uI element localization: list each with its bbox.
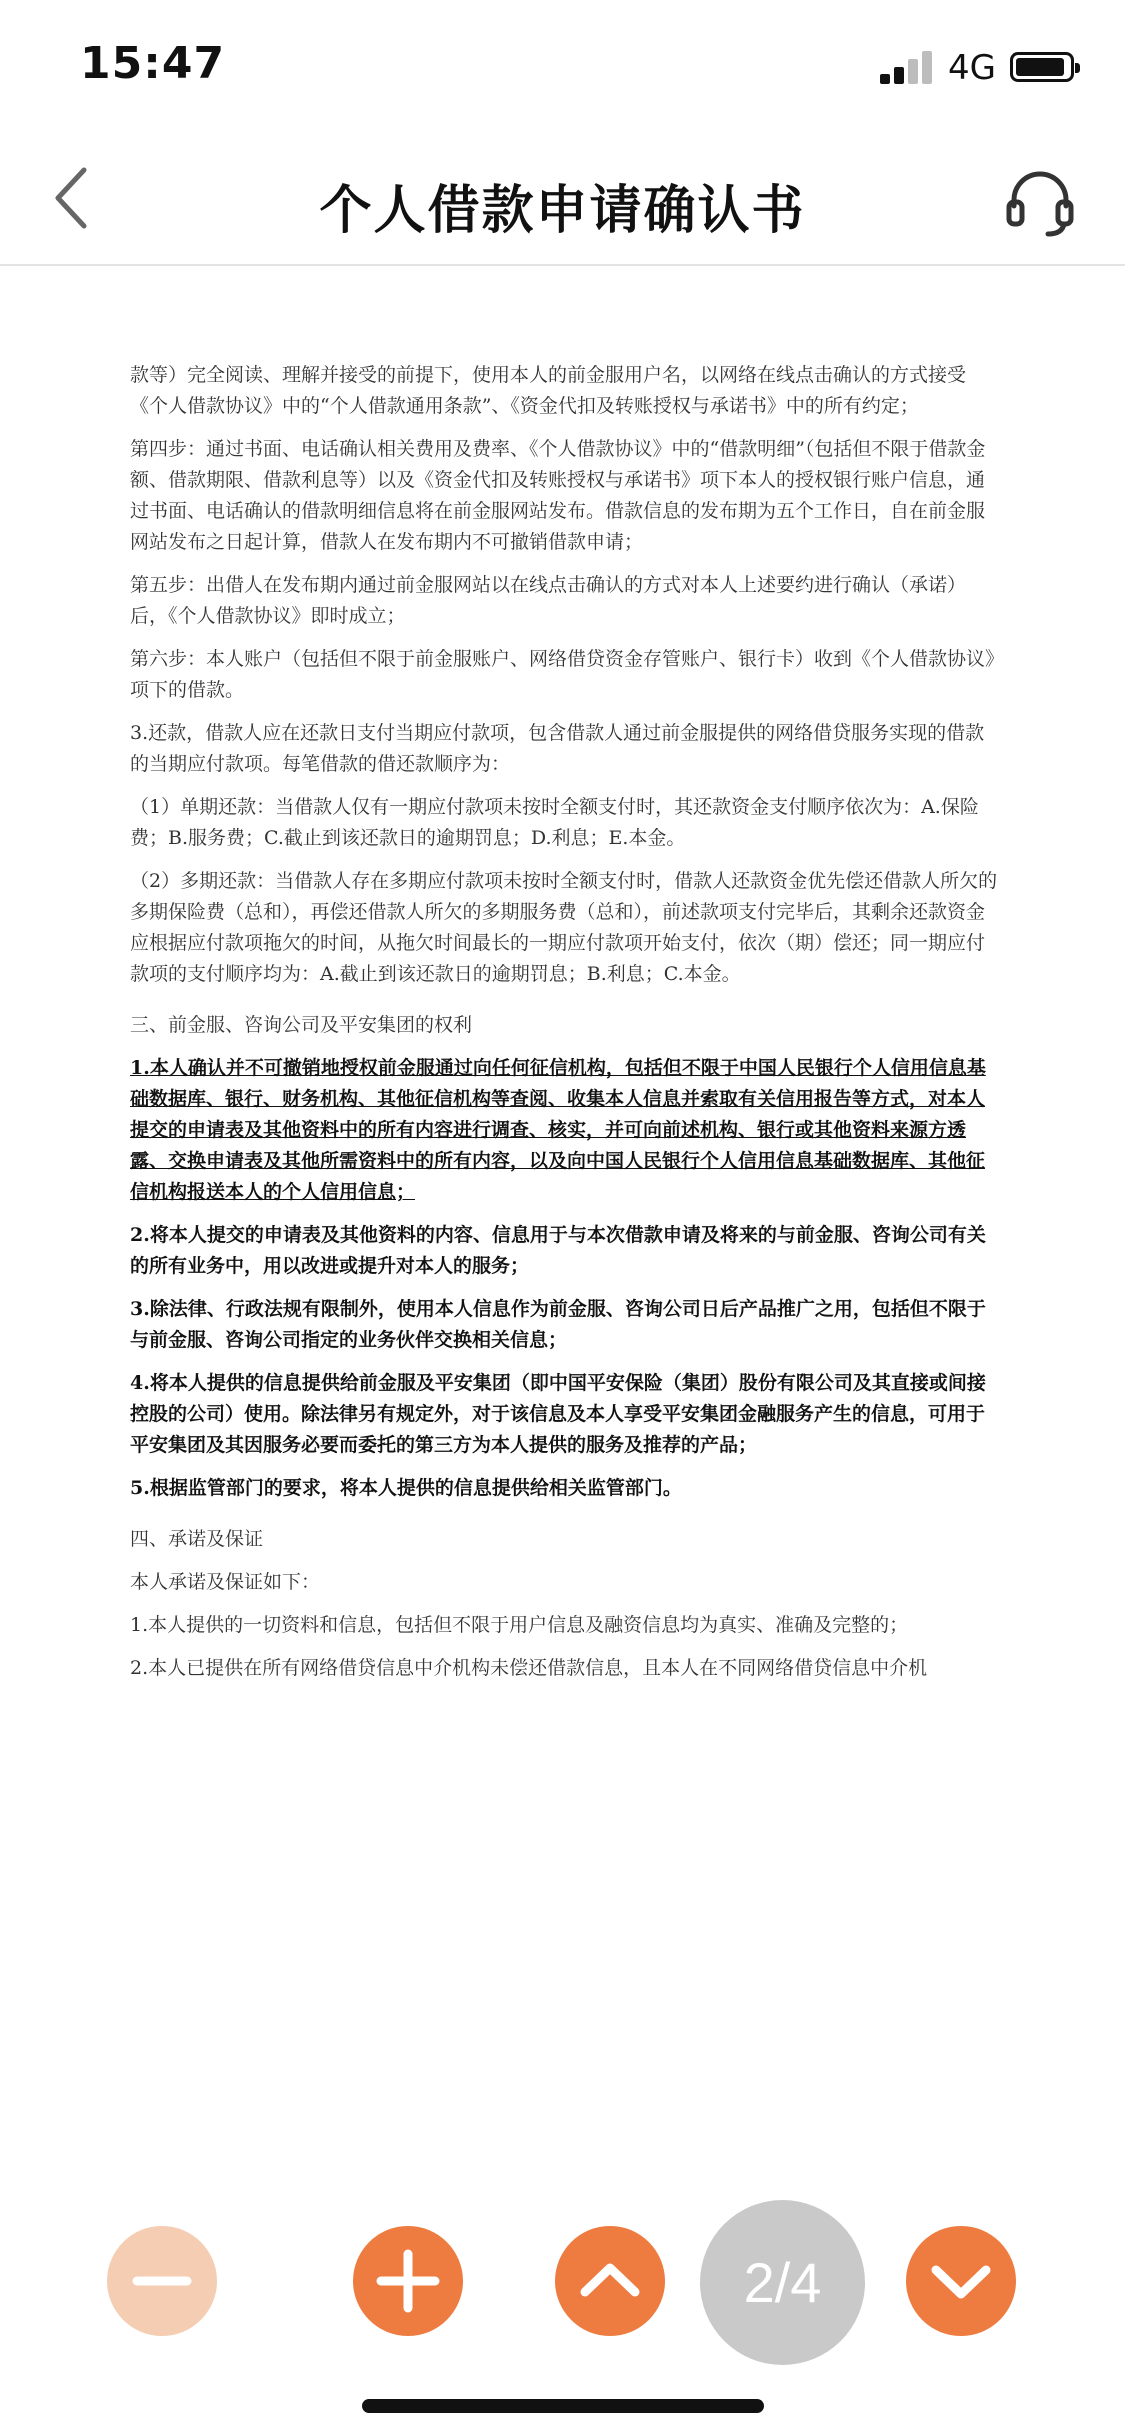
section-title: 三、前金服、咨询公司及平安集团的权利 [130, 1014, 473, 1036]
status-bar [0, 0, 1125, 132]
section-item: 2.本人已提供在所有网络借贷信息中介机构未偿还借款信息，且本人在不同网络借贷信息中介机 [130, 1657, 928, 1679]
chevron-up-icon [555, 2226, 665, 2336]
section-item: 2.将本人提交的申请表及其他资料的内容、信息用于与本次借款申请及将来的与前金服、咨询公司有关的所有业务中，用以改进或提升对本人的服务； [130, 1224, 986, 1277]
section-item: 4.将本人提供的信息提供给前金服及平安集团（即中国平安保险（集团）股份有限公司及其直接或间接控股的公司）使用。除法律另有规定外，对于该信息及本人享受平安集团金融服务产生的信息，可用于平安集团及其因服务必要而委托的第三方为本人提供的服务及推荐的产品； [130, 1372, 986, 1456]
chevron-down-icon [906, 2226, 1016, 2336]
page-title: 个人借款申请确认书 [319, 181, 806, 241]
nav-bar [0, 132, 1125, 266]
home-indicator[interactable] [362, 2399, 764, 2413]
section-item: 1.本人提供的一切资料和信息，包括但不限于用户信息及融资信息均为真实、准确及完整的； [130, 1614, 909, 1636]
doc-paragraph: 第五步：出借人在发布期内通过前金服网站以在线点击确认的方式对本人上述要约进行确认（承诺）后，《个人借款协议》即时成立； [130, 574, 967, 627]
headset-icon [1000, 162, 1080, 242]
section-item: 1.本人确认并不可撤销地授权前金服通过向任何征信机构，包括但不限于中国人民银行个人信用信息基础数据库、银行、财务机构、其他征信机构等查阅、收集本人信息并索取有关信用报告等方式，对本人提交的申请表及其他资料中的所有内容进行调查、核实，并可向前述机构、银行或其他资料来源方透露、交换申请表及其他所需资料中的所有内容，以及向中国人民银行个人信用信息基础数据库、其他征信机构报送本人的个人信用信息； [130, 1057, 986, 1203]
status-time: 15:47 [80, 38, 226, 89]
doc-paragraph: 款等）完全阅读、理解并接受的前提下，使用本人的前金服用户名，以网络在线点击确认的方式接受《个人借款协议》中的“个人借款通用条款”、《资金代扣及转账授权与承诺书》中的所有约定； [130, 364, 967, 417]
customer-service-button[interactable] [1000, 162, 1080, 242]
cellular-signal-icon [880, 50, 936, 84]
next-page-button[interactable] [906, 2226, 1016, 2336]
doc-paragraph: 第四步：通过书面、电话确认相关费用及费率、《个人借款协议》中的“借款明细”（包括但不限于借款金额、借款期限、借款利息等）以及《资金代扣及转账授权与承诺书》项下本人的授权银行账户信息，通过书面、电话确认的借款明细信息将在前金服网站发布。借款信息的发布期为五个工作日，自在前金服网站发布之日起计算，借款人在发布期内不可撤销借款申请； [130, 438, 986, 553]
zoom-out-button[interactable] [107, 2226, 217, 2336]
doc-paragraph: （1）单期还款：当借款人仅有一期应付款项未按时全额支付时，其还款资金支付顺序依次为：A.保险费；B.服务费；C.截止到该还款日的逾期罚息；D.利息；E.本金。 [130, 796, 979, 849]
doc-paragraph: （2）多期还款：当借款人存在多期应付款项未按时全额支付时，借款人还款资金优先偿还借款人所欠的多期保险费（总和），再偿还借款人所欠的多期服务费（总和），前述款项支付完毕后，其剩余还款资金应根据应付款项拖欠的时间，从拖欠时间最长的一期应付款项开始支付，依次（期）偿还；同一期应付款项的支付顺序均为：A.截止到该还款日的逾期罚息；B.利息；C.本金。 [130, 870, 998, 985]
doc-paragraph: 3.还款，借款人应在还款日支付当期应付款项，包含借款人通过前金服提供的网络借贷服务实现的借款的当期应付款项。每笔借款的借还款顺序为： [130, 722, 985, 775]
battery-icon [1010, 52, 1074, 82]
document-content [130, 360, 1000, 1696]
section-item: 5.根据监管部门的要求，将本人提供的信息提供给相关监管部门。 [130, 1477, 682, 1499]
section-item: 3.除法律、行政法规有限制外，使用本人信息作为前金服、咨询公司日后产品推广之用，包括但不限于与前金服、咨询公司指定的业务伙伴交换相关信息； [130, 1298, 986, 1351]
previous-page-button[interactable] [555, 2226, 665, 2336]
section-title: 四、承诺及保证 [130, 1528, 264, 1550]
zoom-in-button[interactable] [353, 2226, 463, 2336]
plus-icon [353, 2226, 463, 2336]
page-indicator-text: 2/4 [743, 2251, 822, 2314]
network-type: 4G [948, 48, 996, 88]
doc-paragraph: 第六步：本人账户（包括但不限于前金服账户、网络借贷资金存管账户、银行卡）收到《个人借款协议》项下的借款。 [130, 648, 995, 701]
page-indicator [700, 2200, 865, 2365]
section-intro: 本人承诺及保证如下： [130, 1571, 321, 1593]
minus-icon [107, 2226, 217, 2336]
